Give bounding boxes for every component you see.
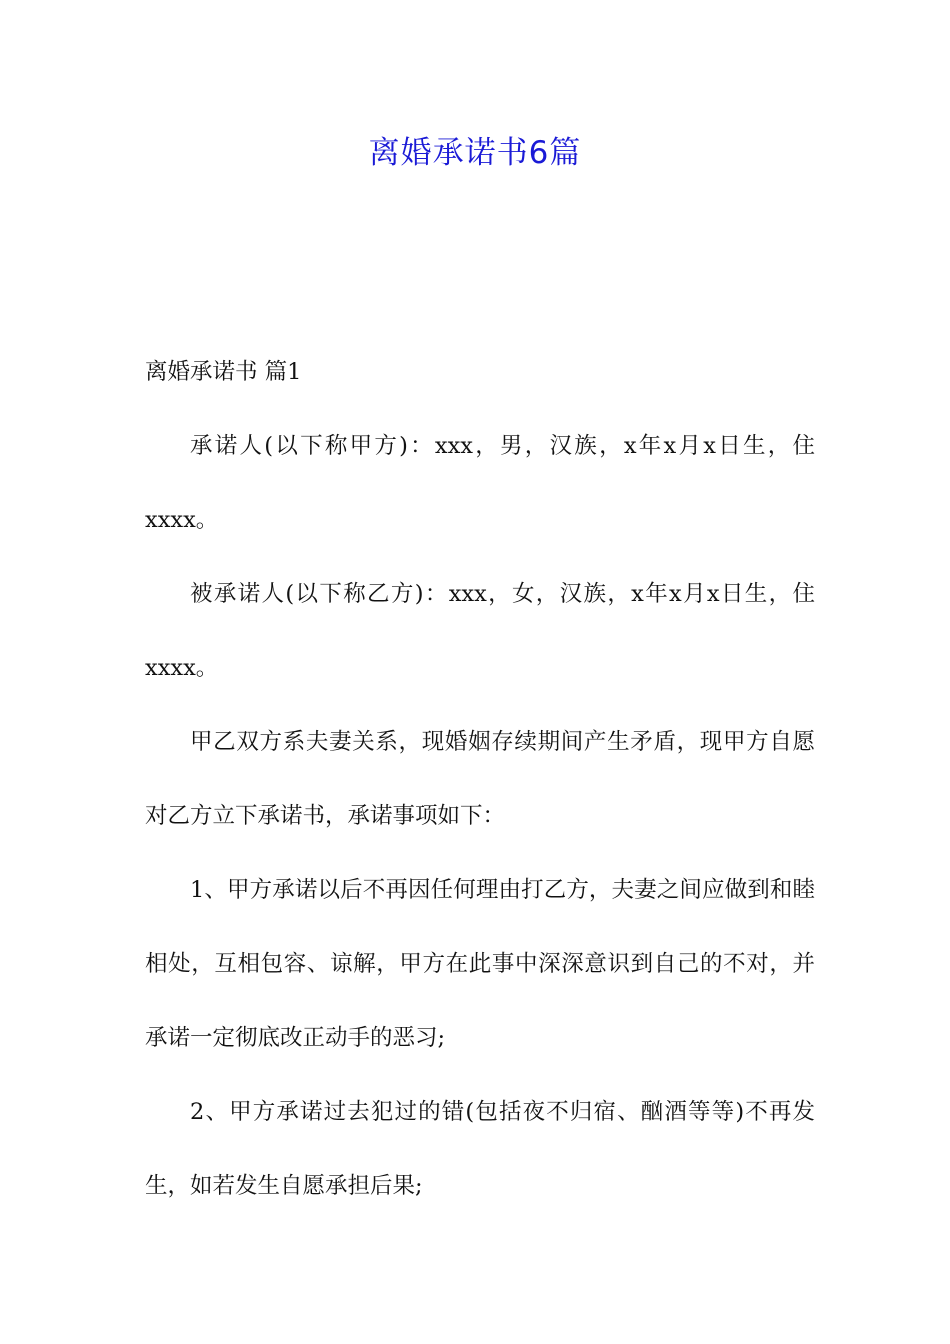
paragraph-promisor: 承诺人(以下称甲方)：xxx，男，汉族，x年x月x日生，住xxxx。 [145,433,815,533]
document-body [145,335,815,1223]
document-title: 离婚承诺书6篇 [368,135,582,171]
paragraph-relationship: 甲乙双方系夫妻关系，现婚姻存续期间产生矛盾，现甲方自愿对乙方立下承诺书，承诺事项如下： [145,729,815,829]
paragraph-item-2: 2、甲方承诺过去犯过的错(包括夜不归宿、酗酒等等)不再发生，如若发生自愿承担后果; [145,1099,815,1199]
section-heading: 离婚承诺书 篇1 [145,359,302,385]
paragraph-item-1: 1、甲方承诺以后不再因任何理由打乙方，夫妻之间应做到和睦相处，互相包容、谅解，甲方在此事中深深意识到自己的不对，并承诺一定彻底改正动手的恶习; [145,877,815,1051]
paragraph-promisee: 被承诺人(以下称乙方)：xxx，女，汉族，x年x月x日生，住xxxx。 [145,581,815,681]
